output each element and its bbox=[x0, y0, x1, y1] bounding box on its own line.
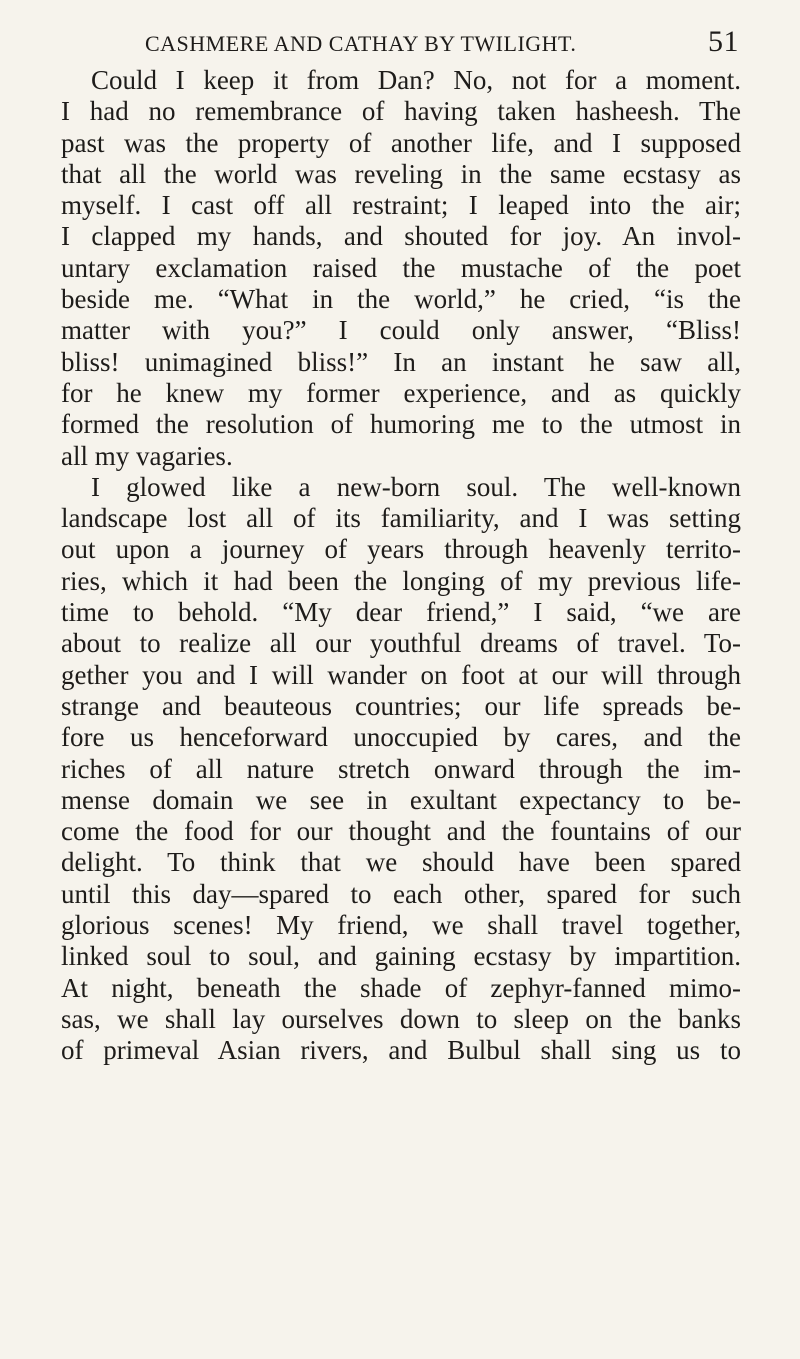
text-line: all my vagaries. bbox=[61, 440, 233, 471]
text-line: gether you and I will wander on foot at our will through bbox=[61, 659, 741, 690]
text-line: formed the resolution of humoring me to the utmost in bbox=[61, 409, 741, 440]
text-line: riches of all nature stretch onward through the im- bbox=[61, 753, 741, 784]
text-line: I clapped my hands, and shouted for joy. An invol- bbox=[61, 221, 741, 252]
text-line: bliss! unimagined bliss!” In an instant he saw all, bbox=[61, 346, 741, 377]
text-line: matter with you?” I could only answer, “Bliss! bbox=[61, 315, 741, 346]
text-line: delight. To think that we should have been spared bbox=[61, 847, 741, 878]
body-text bbox=[61, 65, 741, 1067]
text-line: strange and beauteous countries; our life spreads be- bbox=[61, 690, 741, 721]
text-line: come the food for our thought and the fountains of our bbox=[61, 816, 741, 847]
text-line: past was the property of another life, and I supposed bbox=[61, 127, 741, 158]
text-line: time to behold. “My dear friend,” I said, “we are bbox=[61, 597, 741, 628]
text-line: linked soul to soul, and gaining ecstasy by impartition. bbox=[61, 941, 741, 972]
text-line: beside me. “What in the world,” he cried, “is the bbox=[61, 284, 741, 315]
text-line: ries, which it had been the longing of my previous life- bbox=[61, 565, 741, 596]
text-line: until this day—spared to each other, spared for such bbox=[61, 878, 741, 909]
text-line: I glowed like a new-born soul. The well-known bbox=[91, 471, 741, 502]
text-line: landscape lost all of its familiarity, and I was setting bbox=[61, 503, 741, 534]
running-head-title: CASHMERE AND CATHAY BY TWILIGHT. bbox=[145, 31, 577, 56]
text-line: for he knew my former experience, and as quickly bbox=[61, 377, 741, 408]
text-line: fore us henceforward unoccupied by cares, and the bbox=[61, 722, 741, 753]
text-line: I had no remembrance of having taken hasheesh. The bbox=[61, 96, 741, 127]
text-line: about to realize all our youthful dreams of travel. To- bbox=[61, 628, 741, 659]
running-head bbox=[145, 25, 739, 65]
text-line: of primeval Asian rivers, and Bulbul shall sing us to bbox=[61, 1035, 741, 1066]
text-line: untary exclamation raised the mustache of the poet bbox=[61, 252, 741, 283]
text-line: At night, beneath the shade of zephyr-fanned mimo- bbox=[61, 972, 741, 1003]
text-line: Could I keep it from Dan? No, not for a moment. bbox=[91, 65, 741, 95]
text-line: glorious scenes! My friend, we shall travel together, bbox=[61, 910, 741, 941]
text-line: that all the world was reveling in the same ecstasy as bbox=[61, 158, 741, 189]
page-number: 51 bbox=[708, 25, 739, 58]
text-line: out upon a journey of years through heavenly territo- bbox=[61, 534, 741, 565]
text-line: myself. I cast off all restraint; I leaped into the air; bbox=[61, 190, 741, 221]
text-line: mense domain we see in exultant expectancy to be- bbox=[61, 784, 741, 815]
text-line: sas, we shall lay ourselves down to sleep on the banks bbox=[61, 1003, 741, 1034]
